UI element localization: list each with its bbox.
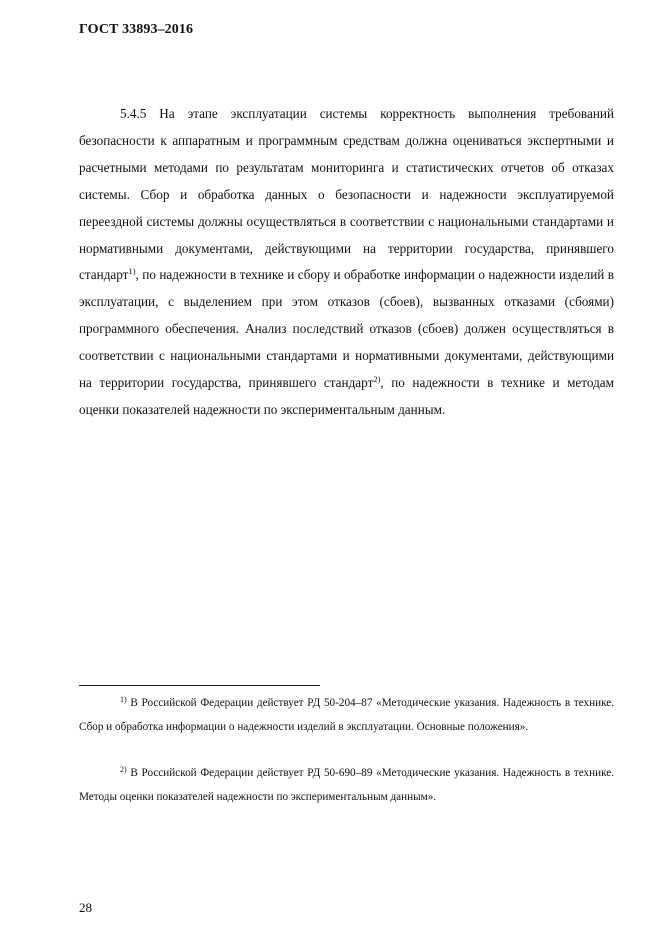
footnote-separator bbox=[79, 685, 320, 686]
page-number: 28 bbox=[79, 900, 92, 915]
clause-text-part-3: , по надежности в технике и методам оценки показателей надежности по экспериментальным данным. bbox=[79, 375, 614, 417]
footnote-1 bbox=[79, 692, 614, 739]
footnote-ref-2: 2) bbox=[373, 374, 381, 385]
document-header: ГОСТ 33893–2016 bbox=[79, 22, 194, 37]
clause-number: 5.4.5 bbox=[120, 106, 147, 121]
footnote-1-text: В Российской Федерации действует РД 50-204–87 «Методические указания. Надежность в технике. Сбор и обработка информации о надежности изделий в эксплуатации. Основные положения». bbox=[79, 697, 615, 733]
clause-5-4-5 bbox=[79, 101, 614, 424]
clause-text-part-2: , по надежности в технике и сбору и обработке информации о надежности изделий в эксплуатации, с выделением при этом отказов (сбоев), вызванных отказами (сбоями) программного обеспечения. Анализ последствий отказов (сбоев) должен осуществляться в соответствии с национальными стандартами и нормативными документами, действующими на территории государства, принявшего стандарт bbox=[79, 267, 614, 391]
footnote-1-marker: 1) bbox=[120, 695, 127, 704]
clause-text-part-1: На этапе эксплуатации системы корректность выполнения требований безопасности к аппаратным и программным средствам должна оцениваться экспертными и расчетными методами по результатам мониторинга и статистических отчетов об отказах системы. Сбор и обработка данных о безопасности и надежности эксплуатируемой переездной системы должны осуществляться в соответствии с национальными стандартами и нормативными документами, действующими на территории государства, принявшего стандарт bbox=[79, 106, 615, 283]
footnote-2 bbox=[79, 762, 614, 809]
footnote-2-text: В Российской Федерации действует РД 50-690–89 «Методические указания. Надежность в технике. Методы оценки показателей надежности по экспериментальным данным». bbox=[79, 767, 615, 803]
footnote-2-marker: 2) bbox=[120, 765, 127, 774]
footnote-ref-1: 1) bbox=[128, 266, 136, 277]
